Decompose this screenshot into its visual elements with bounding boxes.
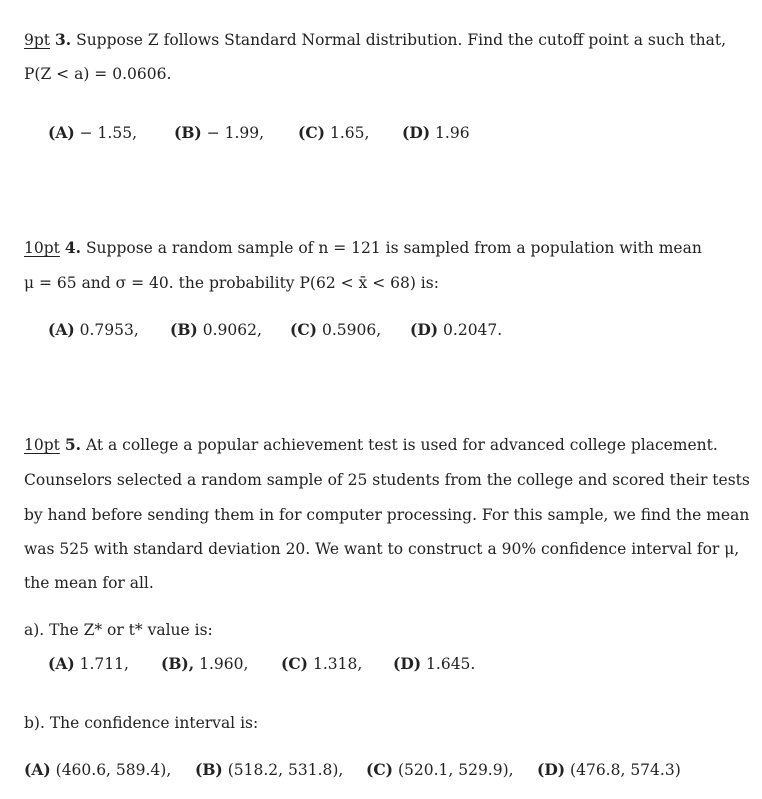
q5b-option-d[interactable]: (D) (476.8, 574.3) [537, 760, 681, 779]
q5-text-3: by hand before sending them in for computer processing. For this sample, we find the mean [24, 506, 750, 524]
q3-line-1 [24, 30, 727, 50]
q5-text-2: Counselors selected a random sample of 25 students from the college and scored their tests [24, 471, 750, 489]
q5a-option-c[interactable]: (C) 1.318, [281, 654, 363, 673]
q5-line-1 [24, 435, 718, 455]
q5b-option-b[interactable]: (B) (518.2, 531.8), [195, 760, 344, 779]
q3-option-d[interactable]: (D) 1.96 [402, 123, 470, 142]
q5-number: 5. [64, 435, 81, 454]
q5-text-5: the mean for all. [24, 574, 154, 592]
q3-number: 3. [54, 30, 72, 49]
q4-line-1 [24, 238, 702, 258]
q3-option-a[interactable]: (A) − 1.55, [48, 123, 137, 142]
q4-text-2: μ = 65 and σ = 40. the probability P(62 < x̄ < 68) is: [24, 274, 439, 292]
q3-text-2: P(Z < a) = 0.0606. [24, 65, 172, 83]
q5a-option-a[interactable]: (A) 1.711, [48, 654, 129, 673]
q5b-prompt: b). The confidence interval is: [24, 714, 259, 732]
q4-option-a[interactable]: (A) 0.7953, [48, 320, 139, 339]
q5-text-1: At a college a popular achievement test is used for advanced college placement. [85, 436, 718, 454]
q5b-option-c[interactable]: (C) (520.1, 529.9), [366, 760, 514, 779]
q3-option-b[interactable]: (B) − 1.99, [174, 123, 265, 142]
q5a-option-d[interactable]: (D) 1.645. [393, 654, 476, 673]
q4-points: 10pt [24, 239, 60, 257]
q4-option-b[interactable]: (B) 0.9062, [170, 320, 262, 339]
q4-option-d[interactable]: (D) 0.2047. [410, 320, 503, 339]
q3-option-c[interactable]: (C) 1.65, [298, 123, 370, 142]
q3-text-1: Suppose Z follows Standard Normal distribution. Find the cutoff point a such that, [76, 31, 727, 49]
q5-points: 10pt [24, 436, 60, 454]
q4-text-1: Suppose a random sample of n = 121 is sampled from a population with mean [85, 239, 702, 257]
q5a-prompt: a). The Z* or t* value is: [24, 621, 213, 639]
q3-points: 9pt [24, 31, 51, 49]
q4-option-c[interactable]: (C) 0.5906, [290, 320, 382, 339]
q5a-option-b[interactable]: (B), 1.960, [161, 654, 249, 673]
q5b-option-a[interactable]: (A) (460.6, 589.4), [24, 760, 172, 779]
q5-text-4: was 525 with standard deviation 20. We want to construct a 90% confidence interval for μ, [24, 540, 740, 558]
q4-number: 4. [64, 238, 81, 257]
